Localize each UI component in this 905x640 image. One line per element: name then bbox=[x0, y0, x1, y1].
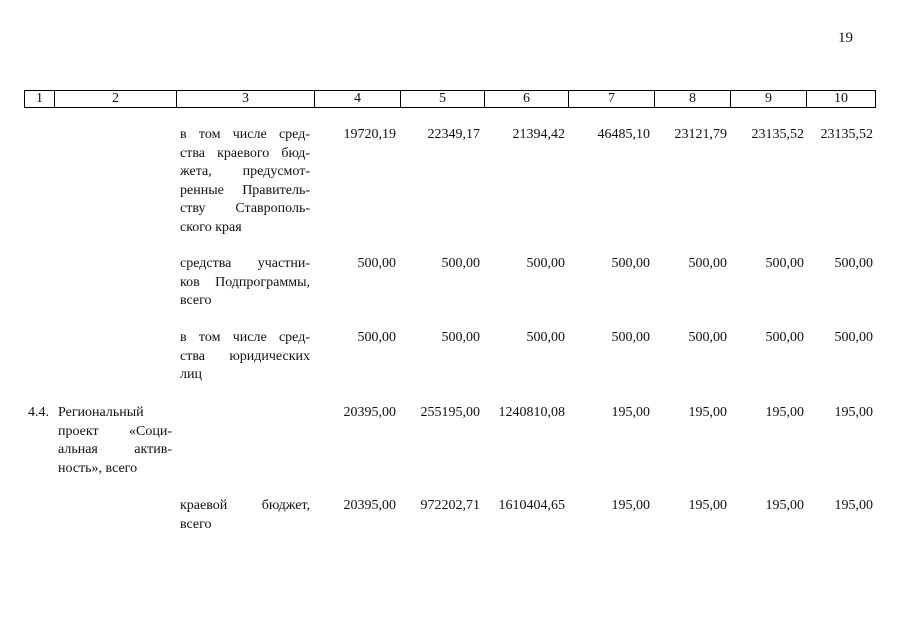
value-cell-7: 195,00 bbox=[611, 405, 650, 420]
value-cell-7: 46485,10 bbox=[597, 127, 650, 142]
source-cell: краевой бюджет, всего bbox=[180, 498, 310, 532]
value-cell-8: 195,00 bbox=[688, 405, 727, 420]
header-col-7: 7 bbox=[568, 90, 654, 108]
value-cell-8: 500,00 bbox=[688, 330, 727, 345]
value-cell-6: 21394,42 bbox=[512, 127, 565, 142]
value-cell-9: 500,00 bbox=[765, 330, 804, 345]
header-col-1: 1 bbox=[24, 90, 54, 108]
value-cell-10: 23135,52 bbox=[820, 127, 873, 142]
source-cell: в том числе сред- ства краевого бюд- жета, предусмот- ренные Правитель- ству Ставрополь- ского края bbox=[180, 127, 310, 235]
value-cell-4: 20395,00 bbox=[343, 405, 396, 420]
value-cell-10: 500,00 bbox=[834, 330, 873, 345]
value-cell-5: 500,00 bbox=[441, 256, 480, 271]
header-col-9: 9 bbox=[730, 90, 806, 108]
value-cell-7: 195,00 bbox=[611, 498, 650, 513]
value-cell-9: 23135,52 bbox=[751, 127, 804, 142]
value-cell-6: 1610404,65 bbox=[498, 498, 565, 513]
header-col-3: 3 bbox=[176, 90, 314, 108]
value-cell-10: 195,00 bbox=[834, 498, 873, 513]
value-cell-10: 500,00 bbox=[834, 256, 873, 271]
header-col-8: 8 bbox=[654, 90, 730, 108]
header-col-2: 2 bbox=[54, 90, 176, 108]
value-cell-4: 500,00 bbox=[357, 330, 396, 345]
row-code: 4.4. bbox=[28, 405, 49, 420]
value-cell-10: 195,00 bbox=[834, 405, 873, 420]
value-cell-5: 972202,71 bbox=[420, 498, 480, 513]
value-cell-9: 500,00 bbox=[765, 256, 804, 271]
value-cell-8: 500,00 bbox=[688, 256, 727, 271]
value-cell-6: 1240810,08 bbox=[498, 405, 565, 420]
value-cell-4: 500,00 bbox=[357, 256, 396, 271]
header-col-10: 10 bbox=[806, 90, 876, 108]
value-cell-8: 23121,79 bbox=[674, 127, 727, 142]
header-col-5: 5 bbox=[400, 90, 484, 108]
page-number: 19 bbox=[838, 30, 853, 46]
value-cell-7: 500,00 bbox=[611, 330, 650, 345]
value-cell-9: 195,00 bbox=[765, 405, 804, 420]
value-cell-4: 19720,19 bbox=[343, 127, 396, 142]
header-col-6: 6 bbox=[484, 90, 568, 108]
row-name: Региональный проект «Соци- альная актив- ность», всего bbox=[58, 405, 172, 476]
value-cell-6: 500,00 bbox=[526, 330, 565, 345]
value-cell-4: 20395,00 bbox=[343, 498, 396, 513]
value-cell-6: 500,00 bbox=[526, 256, 565, 271]
source-cell: средства участни- ков Подпрограммы, всего bbox=[180, 256, 310, 308]
value-cell-5: 22349,17 bbox=[427, 127, 480, 142]
value-cell-5: 255195,00 bbox=[420, 405, 480, 420]
header-col-4: 4 bbox=[314, 90, 400, 108]
value-cell-7: 500,00 bbox=[611, 256, 650, 271]
value-cell-9: 195,00 bbox=[765, 498, 804, 513]
source-cell: в том числе сред- ства юридических лиц bbox=[180, 330, 310, 382]
value-cell-8: 195,00 bbox=[688, 498, 727, 513]
value-cell-5: 500,00 bbox=[441, 330, 480, 345]
